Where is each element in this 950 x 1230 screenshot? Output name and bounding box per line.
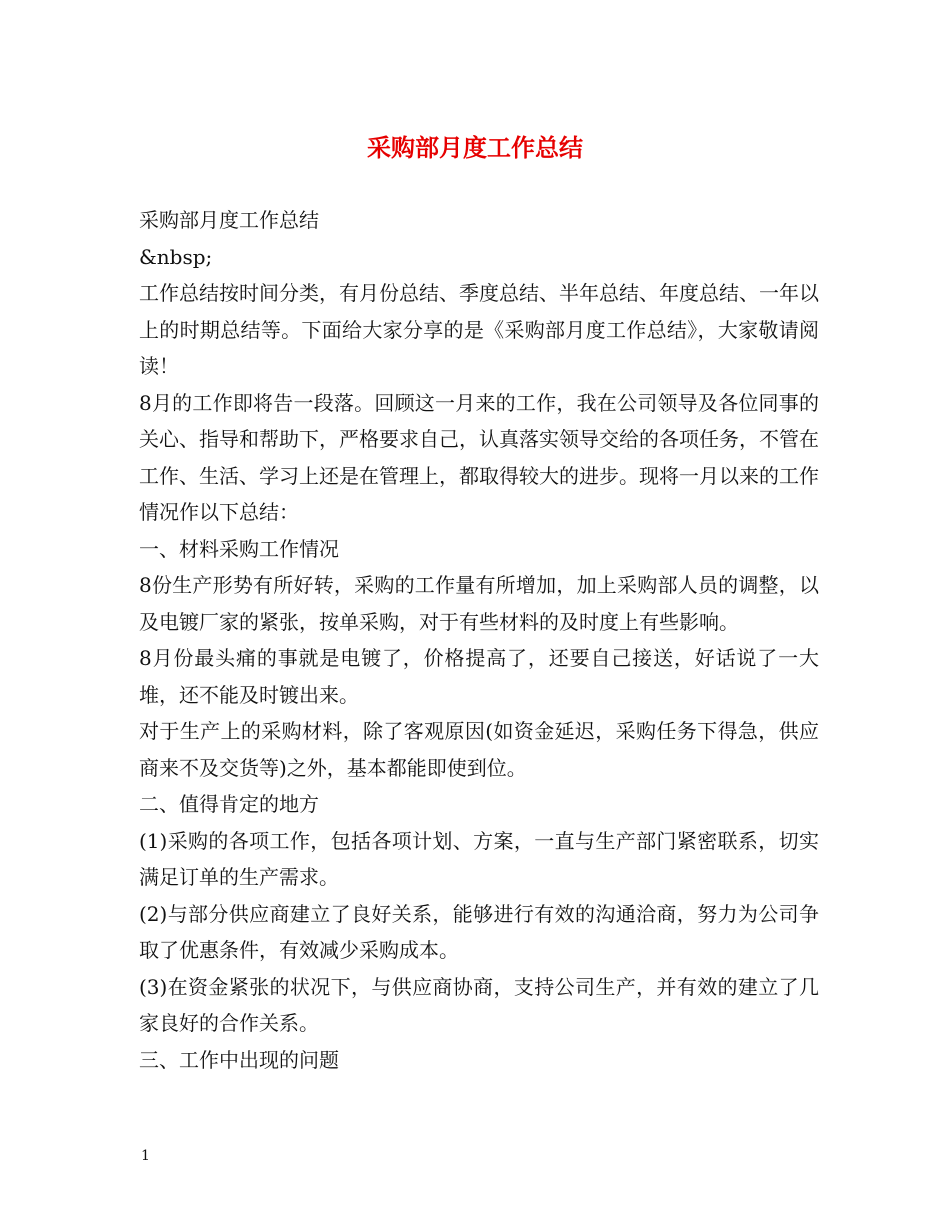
paragraph-heading: 采购部月度工作总结 (139, 208, 319, 232)
list-item-2: (2)与部分供应商建立了良好关系，能够进行有效的沟通洽商，努力为公司争取了优惠条件，有效减少采购成本。 (139, 901, 819, 962)
paragraph-nbsp: &nbsp; (139, 244, 213, 269)
list-item-3: (3)在资金紧张的状况下，与供应商协商，支持公司生产，并有效的建立了几家良好的合作关系。 (139, 974, 819, 1035)
section-heading-2: 二、值得肯定的地方 (139, 792, 319, 816)
list-item-1: (1)采购的各项工作，包括各项计划、方案，一直与生产部门紧密联系，切实满足订单的生产需求。 (139, 828, 819, 889)
document-body (139, 202, 819, 1078)
paragraph-materials: 对于生产上的采购材料，除了客观原因(如资金延迟，采购任务下得急，供应商来不及交货等)之外，基本都能即使到位。 (139, 719, 819, 780)
paragraph-intro: 工作总结按时间分类，有月份总结、季度总结、半年总结、年度总结、一年以上的时期总结等。下面给大家分享的是《采购部月度工作总结》，大家敬请阅读！ (139, 281, 819, 378)
page-number: 1 (141, 1148, 150, 1164)
paragraph-electroplating: 8月份最头痛的事就是电镀了，价格提高了，还要自己接送，好话说了一大堆，还不能及时镀出来。 (139, 646, 819, 707)
document-title: 采购部月度工作总结 (367, 133, 583, 162)
paragraph-procurement-status: 8份生产形势有所好转，采购的工作量有所增加，加上采购部人员的调整，以及电镀厂家的紧张，按单采购，对于有些材料的及时度上有些影响。 (139, 573, 819, 634)
section-heading-3: 三、工作中出现的问题 (139, 1047, 339, 1072)
paragraph-review: 8月的工作即将告一段落。回顾这一月来的工作，我在公司领导及各位同事的关心、指导和帮助下，严格要求自己，认真落实领导交给的各项任务，不管在工作、生活、学习上还是在管理上，都取得较大的进步。现将一月以来的工作情况作以下总结： (139, 390, 819, 524)
section-heading-1: 一、材料采购工作情况 (139, 536, 339, 561)
